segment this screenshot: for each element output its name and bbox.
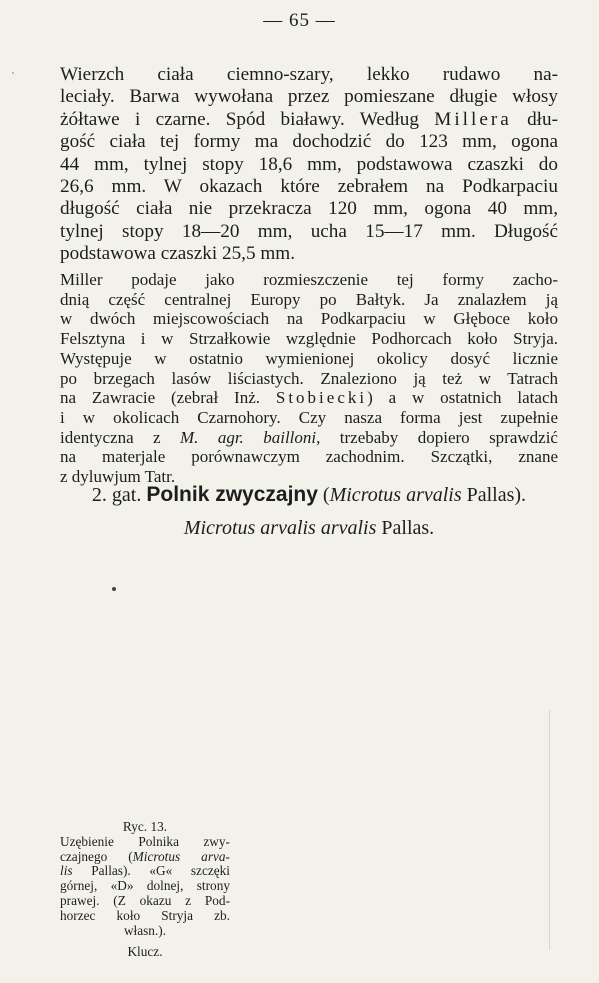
- main-line-6: 26,6 mm. W okazach które zebrałem na Podkarpaciu: [60, 176, 558, 198]
- figure-speck: [112, 587, 116, 591]
- dist-line-10: na materjale porównawczym zachodnim. Szczątki, znane: [60, 447, 558, 467]
- caption-line-6: horzec koło Stryja zb.: [60, 907, 230, 923]
- main-line-2: leciały. Barwa wywołana przez pomieszane długie włosy: [60, 86, 558, 108]
- caption-line-7: własn.).: [123, 922, 167, 938]
- dist-line-7: [60, 388, 558, 408]
- dist-line-9-text: identyczna z: [60, 427, 180, 447]
- species-paren: (: [317, 484, 330, 506]
- dist-line-1: Miller podaje jako rozmieszczenie tej formy zacho-: [60, 270, 558, 289]
- figure-author: Klucz.: [127, 944, 163, 959]
- caption-latin-a: Microtus arva-: [132, 848, 230, 864]
- dist-line-2: dnią część centralnej Europy po Bałtyk. Ja znalazłem ją: [60, 289, 558, 309]
- dist-line-3: w dwóch miejscowościach na Podkarpaciu w Głęboce koło: [60, 309, 558, 329]
- caption-line-5: prawej. (Z okazu z Pod-: [60, 892, 230, 908]
- species-number: 2. gat.: [91, 484, 147, 506]
- page-number: — 65 —: [263, 10, 336, 31]
- collector-name-stobiecki: Stobiecki: [275, 388, 368, 408]
- subspecies-latin-name: Microtus arvalis arvalis: [183, 517, 377, 539]
- main-line-5: 44 mm, tylnej stopy 18,6 mm, podstawowa czaszki do: [60, 153, 558, 175]
- dist-line-7-tail: ) a w ostatnich latach: [367, 388, 558, 408]
- caption-line-2-text: czajnego (: [60, 848, 133, 864]
- figure-number: Ryc. 13.: [122, 819, 168, 834]
- subspecies-heading: [60, 517, 558, 540]
- taxon-bailloni: M. agr. bailloni,: [180, 427, 321, 447]
- main-paragraph: [60, 64, 558, 266]
- subspecies-author: Pallas.: [376, 517, 435, 539]
- dist-line-8: i w okolicach Czarnohory. Czy nasza forma jest zupełnie: [60, 407, 558, 427]
- main-line-4: gość ciała tej formy ma dochodzić do 123 mm, ogona: [60, 131, 558, 153]
- main-line-7: długość ciała nie przekracza 120 mm, ogona 40 mm,: [60, 198, 558, 220]
- main-line-3: [60, 109, 558, 131]
- dist-line-11: z dyluwjum Tatr.: [60, 467, 176, 487]
- caption-line-4: górnej, «D» dolnej, strony: [60, 878, 230, 894]
- caption-line-3-tail: Pallas). «G« szczęki: [72, 863, 230, 879]
- main-line-3-tail: dłu-: [511, 108, 558, 130]
- species-common-name: Polnik zwyczajny: [146, 483, 318, 506]
- main-line-9: podstawowa czaszki 25,5 mm.: [60, 243, 295, 265]
- caption-line-1: Uzębienie Polnika zwy-: [60, 833, 230, 849]
- dist-line-9-tail: trzebaby dopiero sprawdzić: [320, 427, 558, 447]
- page-speck: [12, 72, 14, 74]
- scan-edge-line: [549, 710, 550, 950]
- species-author: Pallas).: [461, 484, 527, 506]
- author-name-millera: Millera: [434, 108, 512, 130]
- main-line-3-text: żółtawe i czarne. Spód białawy. Według: [60, 108, 435, 130]
- species-heading: [60, 483, 558, 507]
- figure-caption: [60, 820, 230, 938]
- distribution-paragraph: [60, 270, 558, 487]
- dist-line-4: Felsztyna i w Strzałkowie względnie Podhorcach koło Stryja.: [60, 329, 558, 349]
- dist-line-5: Występuje w ostatnio wymienionej okolicy dosyć licznie: [60, 348, 558, 368]
- caption-latin-b: lis: [60, 863, 73, 879]
- species-latin-name: Microtus arvalis: [329, 484, 462, 506]
- caption-line-3: [60, 864, 230, 879]
- caption-line-2: [60, 850, 230, 865]
- dist-line-7-text: na Zawracie (zebrał Inż.: [60, 388, 276, 408]
- dist-line-9: [60, 428, 558, 448]
- main-line-8: tylnej stopy 18—20 mm, ucha 15—17 mm. Długość: [60, 220, 558, 242]
- main-line-1: Wierzch ciała ciemno-szary, lekko rudawo na-: [60, 64, 558, 85]
- dist-line-6: po brzegach lasów liściastych. Znaleziono ją też w Tatrach: [60, 368, 558, 388]
